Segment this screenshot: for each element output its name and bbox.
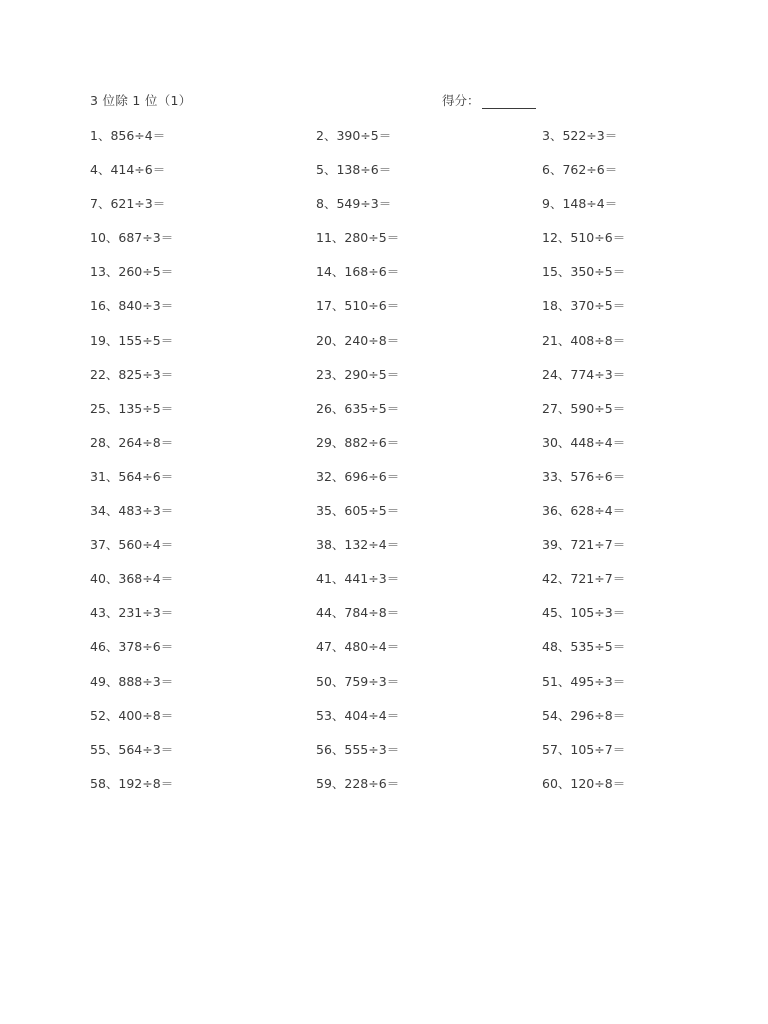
problem-item: 32、696÷6＝ bbox=[316, 468, 400, 484]
problem-item: 16、840÷3＝ bbox=[90, 298, 174, 314]
score-label: 得分： bbox=[442, 93, 480, 108]
problem-item: 10、687÷3＝ bbox=[90, 230, 174, 246]
problem-item: 36、628÷4＝ bbox=[542, 503, 626, 519]
problem-item: 55、564÷3＝ bbox=[90, 741, 174, 757]
problem-item: 47、480÷4＝ bbox=[316, 639, 400, 655]
problem-item: 19、155÷5＝ bbox=[90, 332, 174, 348]
problem-item: 34、483÷3＝ bbox=[90, 503, 174, 519]
problem-item: 14、168÷6＝ bbox=[316, 264, 400, 280]
problem-item: 53、404÷4＝ bbox=[316, 707, 400, 723]
problem-item: 9、148÷4＝ bbox=[542, 196, 618, 212]
problem-item: 12、510÷6＝ bbox=[542, 230, 626, 246]
score-area bbox=[442, 93, 536, 109]
problem-item: 40、368÷4＝ bbox=[90, 571, 174, 587]
problem-item: 37、560÷4＝ bbox=[90, 537, 174, 553]
problem-grid bbox=[90, 126, 690, 808]
problem-item: 49、888÷3＝ bbox=[90, 673, 174, 689]
problem-item: 59、228÷6＝ bbox=[316, 775, 400, 791]
problem-item: 46、378÷6＝ bbox=[90, 639, 174, 655]
problem-item: 52、400÷8＝ bbox=[90, 707, 174, 723]
problem-item: 23、290÷5＝ bbox=[316, 366, 400, 382]
problem-item: 13、260÷5＝ bbox=[90, 264, 174, 280]
problem-item: 57、105÷7＝ bbox=[542, 741, 626, 757]
problem-item: 39、721÷7＝ bbox=[542, 537, 626, 553]
problem-item: 8、549÷3＝ bbox=[316, 196, 392, 212]
problem-item: 29、882÷6＝ bbox=[316, 434, 400, 450]
problem-item: 38、132÷4＝ bbox=[316, 537, 400, 553]
problem-item: 41、441÷3＝ bbox=[316, 571, 400, 587]
problem-item: 44、784÷8＝ bbox=[316, 605, 400, 621]
problem-item: 31、564÷6＝ bbox=[90, 468, 174, 484]
problem-item: 43、231÷3＝ bbox=[90, 605, 174, 621]
problem-item: 27、590÷5＝ bbox=[542, 400, 626, 416]
problem-item: 28、264÷8＝ bbox=[90, 434, 174, 450]
problem-item: 21、408÷8＝ bbox=[542, 332, 626, 348]
problem-item: 25、135÷5＝ bbox=[90, 400, 174, 416]
problem-item: 3、522÷3＝ bbox=[542, 128, 618, 143]
problem-item: 50、759÷3＝ bbox=[316, 673, 400, 689]
problem-item: 45、105÷3＝ bbox=[542, 605, 626, 621]
problem-item: 2、390÷5＝ bbox=[316, 128, 392, 143]
problem-item: 20、240÷8＝ bbox=[316, 332, 400, 348]
problem-item: 54、296÷8＝ bbox=[542, 707, 626, 723]
problem-item: 15、350÷5＝ bbox=[542, 264, 626, 280]
problem-item: 6、762÷6＝ bbox=[542, 162, 618, 178]
problem-item: 18、370÷5＝ bbox=[542, 298, 626, 314]
problem-item: 33、576÷6＝ bbox=[542, 468, 626, 484]
problem-item: 4、414÷6＝ bbox=[90, 162, 166, 178]
problem-item: 22、825÷3＝ bbox=[90, 366, 174, 382]
problem-item: 51、495÷3＝ bbox=[542, 673, 626, 689]
score-blank-line[interactable] bbox=[482, 95, 536, 109]
problem-item: 58、192÷8＝ bbox=[90, 775, 174, 791]
problem-item: 26、635÷5＝ bbox=[316, 400, 400, 416]
worksheet-title: 3 位除 1 位（1） bbox=[90, 93, 192, 108]
problem-item: 42、721÷7＝ bbox=[542, 571, 626, 587]
problem-item: 24、774÷3＝ bbox=[542, 366, 626, 382]
problem-item: 7、621÷3＝ bbox=[90, 196, 166, 212]
problem-item: 48、535÷5＝ bbox=[542, 639, 626, 655]
problem-item: 56、555÷3＝ bbox=[316, 741, 400, 757]
problem-item: 30、448÷4＝ bbox=[542, 434, 626, 450]
problem-item: 11、280÷5＝ bbox=[316, 230, 400, 246]
problem-item: 1、856÷4＝ bbox=[90, 128, 166, 143]
problem-item: 60、120÷8＝ bbox=[542, 775, 626, 791]
problem-item: 5、138÷6＝ bbox=[316, 162, 392, 178]
problem-item: 17、510÷6＝ bbox=[316, 298, 400, 314]
problem-item: 35、605÷5＝ bbox=[316, 503, 400, 519]
